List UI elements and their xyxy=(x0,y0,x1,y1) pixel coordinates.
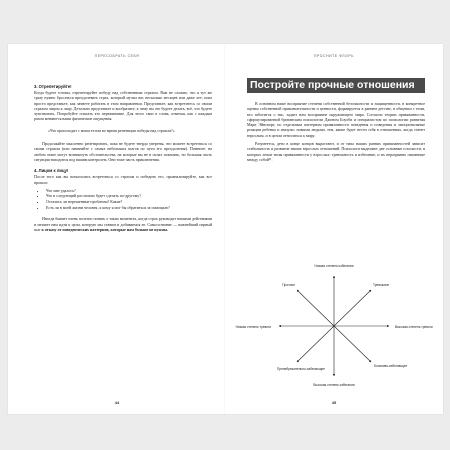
label-secure: Прочное xyxy=(282,283,295,287)
analysis-question-list xyxy=(34,188,212,210)
running-head-left: ПЕРЕСОБРАТЬ СЕБЯ xyxy=(94,54,140,58)
diagonal-top-right-arrow xyxy=(334,290,371,326)
label-low-anxiety: Низкая степень тревоги xyxy=(235,325,271,329)
left-page-content xyxy=(34,84,212,235)
closing-paragraph xyxy=(34,216,212,232)
section-4-body: После того как вы попытались встретиться со страхом и победить его, проанализируйте, как все прошло: xyxy=(34,174,212,185)
left-page xyxy=(8,44,226,414)
section-3-body: Когда будете готовы, отрепетируйте победу над собственным страхом. Вам не сложно, что я тут же сразу нужно бросаться преодолевать страх, который мучил вас несколько месяцев или даже лет; пока просто представьте, как зачнете работать в этом направлении. Представьте, как встретитесь со своим страхом лицом к лицу. Детально представьте и вообразите, к чему вы это будете делать, всё, что будете чувствовать. Попробуйте описать это переживание. Для этого свои в слова, отмечая, как с каждым разом меняются ваши физические ощущения. xyxy=(34,90,212,122)
list-item: • Есть ли в моей жизни человек, к кому я мог бы обратиться за помощью? xyxy=(46,205,212,211)
diagonal-bottom-right-arrow xyxy=(334,326,371,362)
list-item: • Что мне удалось? xyxy=(46,188,212,194)
section-3-title: 3. Отрепетируйте! xyxy=(34,84,72,89)
list-item: • Остались ли нерешенные проблемы? Какие? xyxy=(46,199,212,205)
reflection-quote: «Что происходит с моим телом во время репетиции победы над страхом?» xyxy=(48,127,175,133)
page-number-right: 45 xyxy=(331,400,337,405)
label-fearful-avoidant: Боязливо-избегающее xyxy=(374,364,408,368)
chapter-title: Постройте прочные отношения xyxy=(247,78,425,93)
section-4-title: 4. Лицом к лицу! xyxy=(34,168,69,174)
paragraph-attachment-theory: В основном наше восприятие степени собственной безопасности и защищенности, в конкретное оценка собственной привлекательности и ценности, формируется в раннем детстве, в общении с теми, кто заботится о нас, задает нам восприятие окружающего мира. Согласно теории привязанности, сформулированной британским психологом Джоном Боулби и специалистом по психологии развития Мэри Эйнсворт, по отдельным паттернам привязанности поведения и поведения и эмоциональные реакции ребенка и импульс новыми людьми, тем, какие будет вести себя в отношениях, когда станет взрослым, и в целом относиться к миру. xyxy=(247,101,425,138)
label-dismissive-avoidant: Пренебрежительно-избегающее xyxy=(277,367,325,371)
running-head-right: ПРОСНИТЕ ФЛОРЬ xyxy=(313,54,355,58)
diagonal-top-left-arrow xyxy=(297,290,334,326)
label-high-avoidance: Высокая степень избегания xyxy=(313,383,355,387)
closing-bold-text: к отказу от поведенческих паттернов, которые нам больше не нужны. xyxy=(41,226,168,232)
page-number-left: 44 xyxy=(114,400,120,405)
section-3-body-continued: Продолжайте мысленно репетировать, пока не будете твердо уверены, что можете встретиться со своим страхом (или начинайте с самых небольших шагов по пути его преодоления). Помните: на любом этапе могут возникнуть обстоятельства, на которые вы не в силах повлиять, но большая часть ситуации находится под вашим контролем. Они тоже часть приключения. xyxy=(34,141,212,162)
attachment-diagram-svg xyxy=(235,262,433,390)
label-low-avoidance: Низкая степень избегания xyxy=(314,264,354,268)
closing-text: Иногда бывает очень полезно понять о таких моментах, когда страх руководит нашими действиями и мешает нам идти к цели, которую мы ставим и добиваемся ее. Самосознание — важнейший первый шаг xyxy=(34,216,212,232)
right-page-content xyxy=(247,78,425,165)
diagonal-bottom-left-arrow xyxy=(297,326,334,362)
attachment-styles-diagram xyxy=(235,262,433,390)
label-anxious: Тревожное xyxy=(373,283,390,287)
paragraph-adult-attachment: Разумеется, дети в конце концов вырастают, и от типа наших ранних привязанностей зависит стабильность и развитие наших взрослых отношений. Психологи выделяют две основные плоскости, в которых лежат типы привязанности у взрослых: тревожность и избегание, и их неразрывно связанные между собой¹¹. xyxy=(247,141,425,162)
label-high-anxiety: Высокая степень тревоги xyxy=(395,325,433,329)
right-page xyxy=(225,44,443,414)
list-item: • Что в следующий раз можно будет сделать по-другому? xyxy=(46,193,212,199)
